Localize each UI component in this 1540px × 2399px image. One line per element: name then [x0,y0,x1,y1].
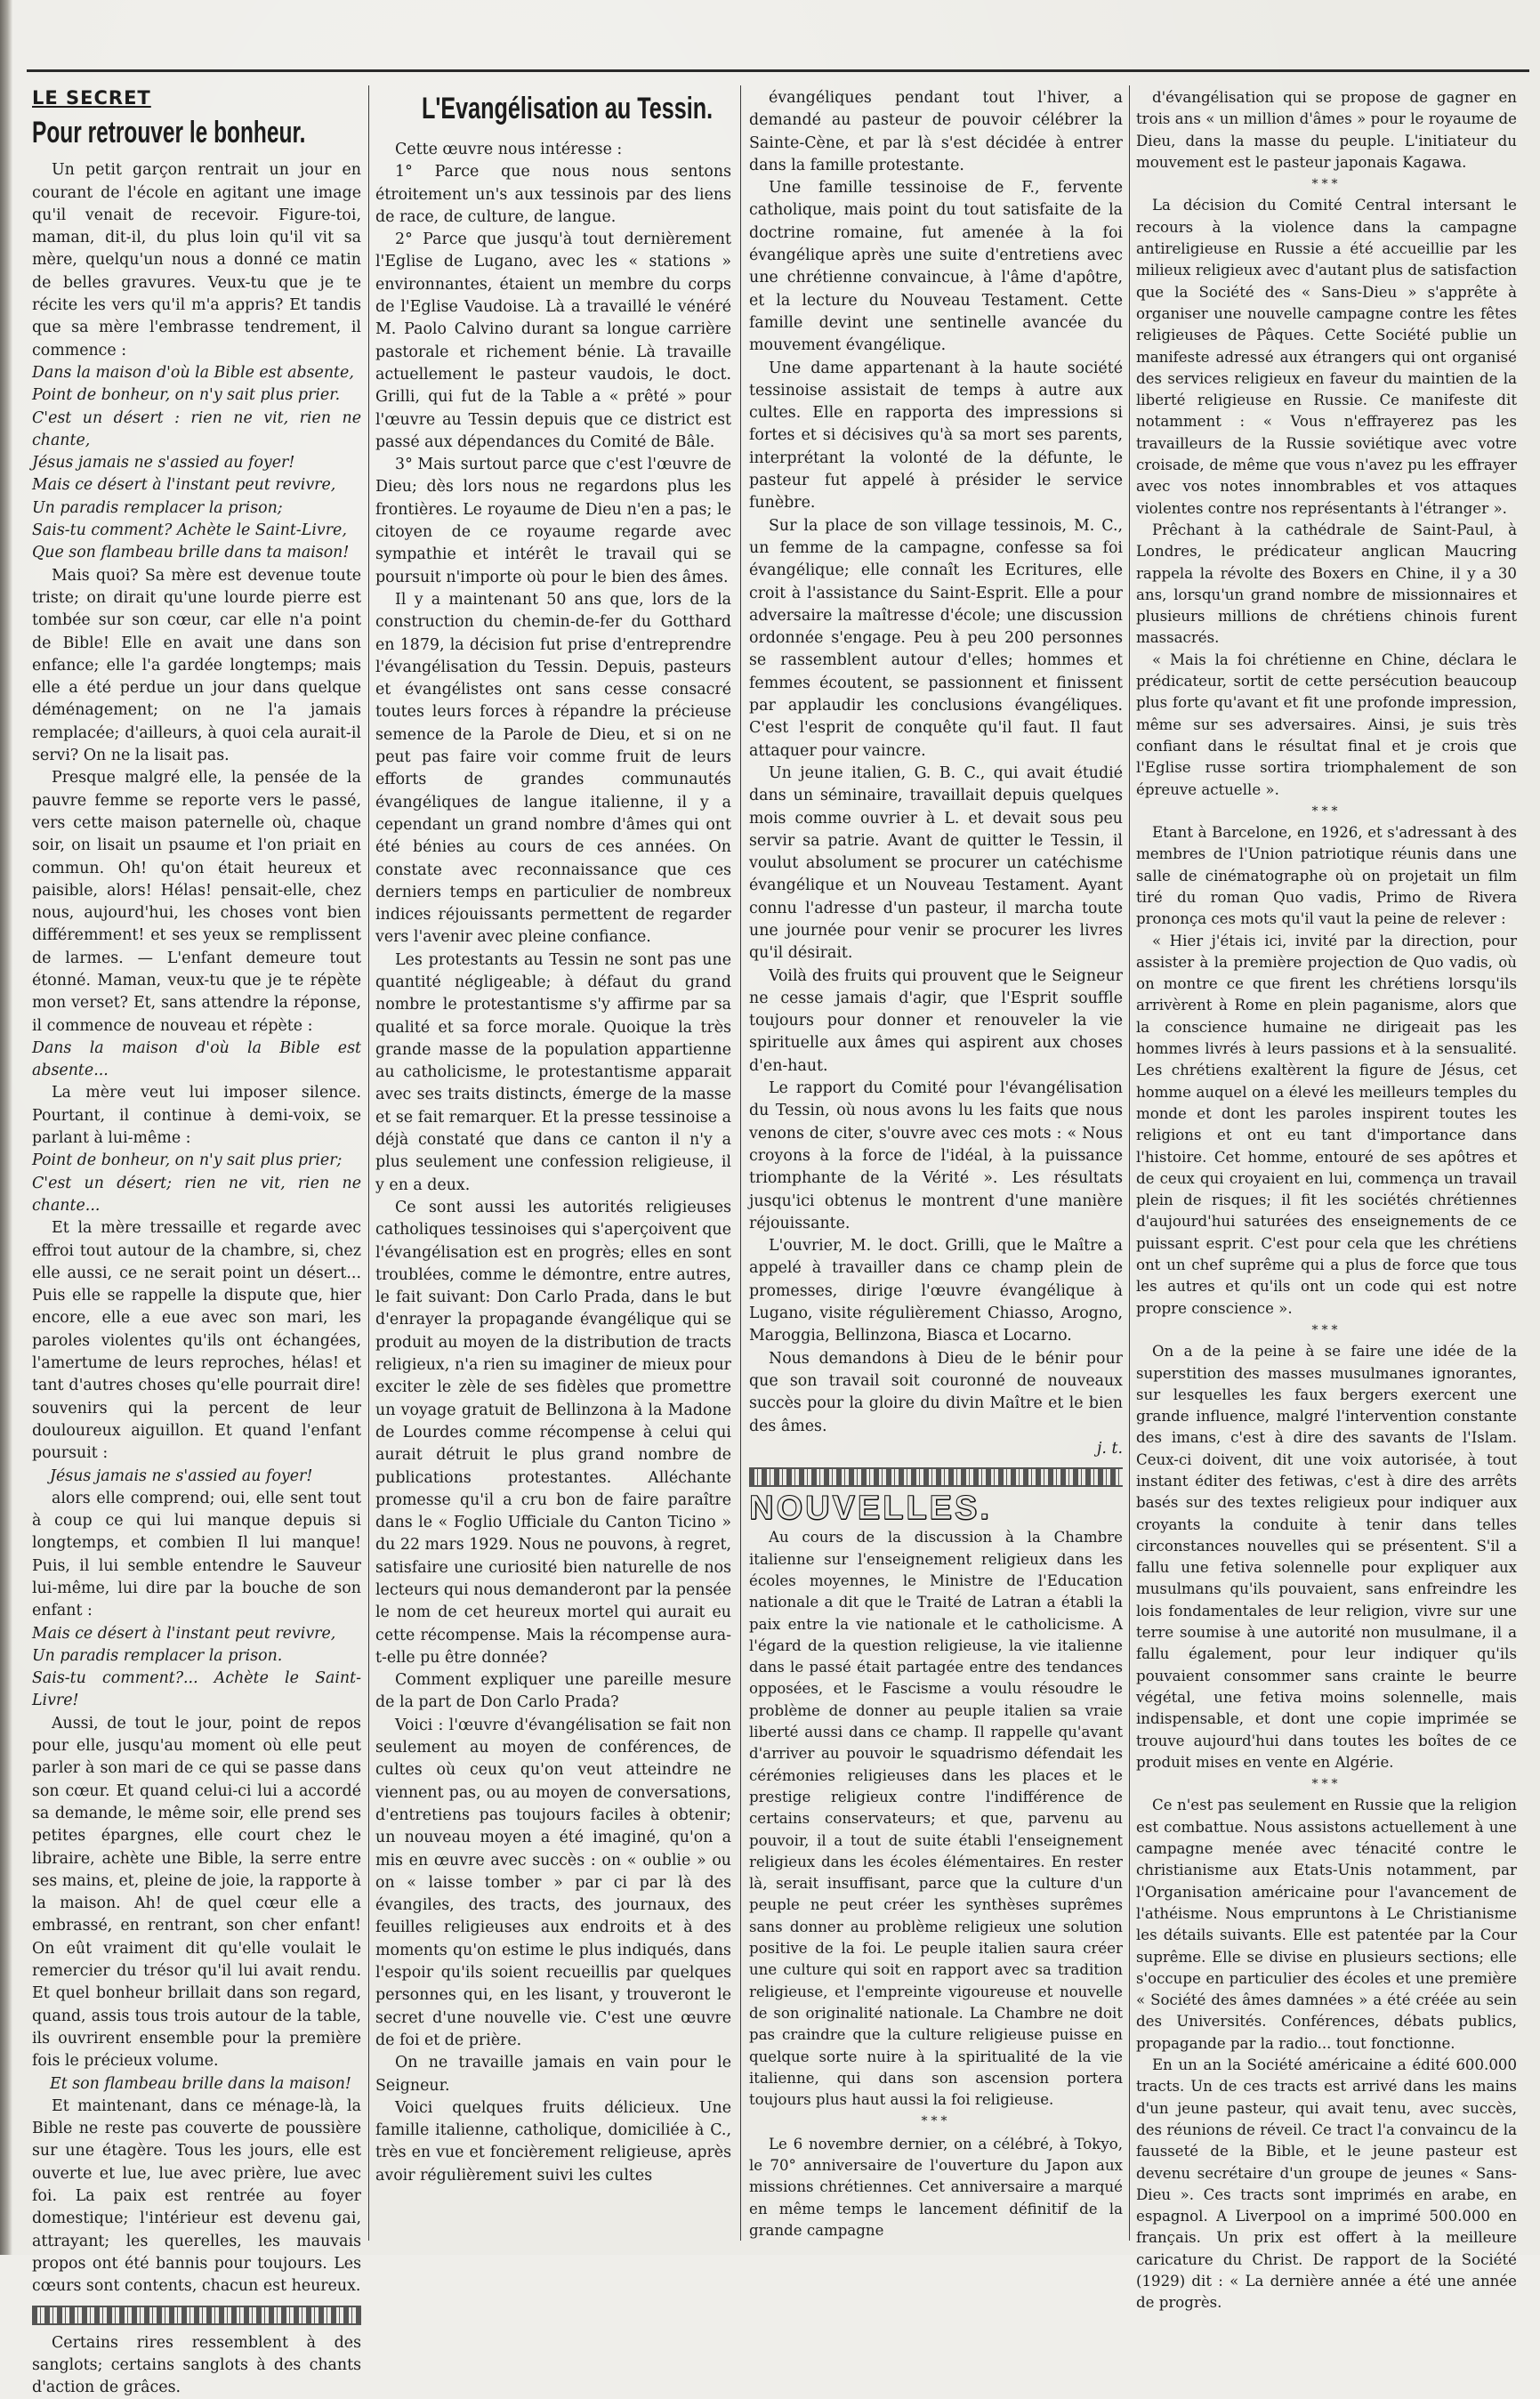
paragraph: Ce n'est pas seulement en Russie que la religion est combattue. Nous assistons actuellement à une campagne menée avec ténacité contre le christianisme aux Etats-Unis notamment, par l'Organisation américaine pour l'avancement de l'athéisme. Nous empruntons à Le Christianisme les détails suivants. Elle est patentée par la Cour suprême. Elle se divise en plusieurs sections; elle s'occupe en particulier des écoles et une première « Société des âmes damnées » a été créée au sein des Universités. Conférences, débats publics, propagande par la radio... tout fonctionne. [1136,1795,1517,2055]
paragraph: Etant à Barcelone, en 1926, et s'adressant à des membres de l'Union patriotique réunis dans une salle de cinématographe où on projetait un film tiré du roman Quo vadis, Primo de Rivera prononça ces mots qu'il vaut la peine de relever : [1136,822,1517,930]
paragraph: Il y a maintenant 50 ans que, lors de la construction du chemin-de-fer du Gotthard en 1879, la décision fut prise d'entreprendre l'évangélisation du Tessin. Depuis, pasteurs et évangélistes ont sans cesse consacré toutes leurs forces à répandre la précieuse semence de la Parole de Dieu, et si on ne peut pas faire voir comme fruit de leurs efforts de grandes communautés évangéliques de langue italienne, il y a cependant un grand nombre d'âmes qui ont été bénies au cours de ces années. On constate avec reconnaissance que ces derniers temps en particulier de nombreux indices réjouissants permettent de regarder vers l'avenir avec pleine confiance. [375,589,731,949]
column-1 [32,87,361,2237]
paragraph: 2° Parce que jusqu'à tout dernièrement l'Eglise de Lugano, avec les « stations » environnantes, étaient un membre du corps de l'Eglise Vaudoise. Là a travaillé le vénéré M. Paolo Calvino durant sa longue carrière pastorale et richement bénie. Là travaille actuellement le pasteur vaudois, le doct. Grilli, qui fut de la Table a « prêté » pour l'œuvre au Tessin depuis que ce district est passé aux dépendances du Comité de Bâle. [375,229,731,454]
verse-line: Jésus jamais ne s'assied au foyer! [32,1466,361,1488]
column-2 [375,87,731,2237]
verse-line: Mais ce désert à l'instant peut revivre, [32,474,361,497]
verse-line: Dans la maison d'où la Bible est absente, [32,362,361,384]
paragraph: 3° Mais surtout parce que c'est l'œuvre de Dieu; dès lors nous ne regardons plus les frontières. Le royaume de Dieu n'en a pas; le citoyen de ce royaume regarde avec sympathie et intérêt le travail qui se poursuit n'importe où pour le bien des âmes. [375,454,731,589]
section-separator: *** [1136,1773,1517,1795]
paragraph: En un an la Société américaine a édité 600.000 tracts. Un de ces tracts est arrivé dans les mains d'un jeune pasteur, qui avait tenu, avec succès, des réunions de réveil. Ce tract l'a convaincu de la fausseté de la Bible, et le jeune pasteur est devenu secrétaire d'un groupe de jeunes « Sans-Dieu ». Ces tracts sont imprimés en arabe, en espagnol. A Liverpool on a imprimé 500.000 en français. Un prix est offert à la meilleure caricature du Christ. De rapport de la Société (1929) dit : « La dernière année a été une année de progrès. [1136,2055,1517,2314]
paragraph: Cette œuvre nous intéresse : [375,139,731,161]
article-headline: Pour retrouver le bonheur. [32,115,269,150]
paragraph: Le rapport du Comité pour l'évangélisation du Tessin, où nous avons lu les faits que nous venons de citer, s'ouvre avec ces mots : « Nous croyons à la force de l'idéal, à la puissance triomphante de la Vérité ». Les résultats jusqu'ici obtenus le montrent d'une manière réjouissante. [749,1078,1123,1235]
verse-line: Jésus jamais ne s'assied au foyer! [32,452,361,474]
page-binding-edge [0,0,12,2255]
verse-line: Un paradis remplacer la prison; [32,497,361,520]
article-headline: L'Evangélisation au Tessin. [422,91,685,126]
paragraph: La mère veut lui imposer silence. Pourtant, il continue à demi-voix, se parlant à lui-même : [32,1082,361,1150]
paragraph: Comment expliquer une pareille mesure de la part de Don Carlo Prada? [375,1669,731,1715]
paragraph: Ce sont aussi les autorités religieuses catholiques tessinoises qui s'aperçoivent que l'évangélisation est en progrès; elles en sont troublées, comme le démontre, entre autres, le fait suivant: Don Carlo Prada, dans le but d'enrayer la propagande évangélique qui se produit au moyen de la distribution de tracts religieux, n'a rien su imaginer de mieux pour exciter le zèle de ses fidèles que promettre un voyage gratuit de Bellinzona à la Madone de Lourdes comme récompense à celui qui aurait détruit le plus grand nombre de publications protestantes. Alléchante promesse qu'il a cru bon de faire paraître dans le « Foglio Ufficiale du Canton Ticino » du 22 mars 1929. Nous ne pouvons, à regret, satisfaire une curiosité bien naturelle de nos lecteurs qui nous demanderont par la pensée le nom de cet heureux mortel qui aurait eu cette récompense. Mais la récompense aura-t-elle pu être donnée? [375,1197,731,1669]
paragraph: « Mais la foi chrétienne en Chine, déclara le prédicateur, sortit de cette persécution beaucoup plus forte qu'avant et fit une profonde impression, même sur ses adversaires. Ainsi, je suis très confiant dans le résultat final et je crois que l'Eglise russe sortira triomphalement de son épreuve actuelle ». [1136,650,1517,801]
verse-line: Point de bonheur, on n'y sait plus prier. [32,384,361,407]
paragraph: 1° Parce que nous nous sentons étroitement un's aux tessinois par des liens de race, de culture, de langue. [375,161,731,229]
column-3 [749,87,1123,2237]
section-separator: *** [1136,801,1517,822]
section-separator: *** [749,2111,1123,2133]
ornament-divider [32,2306,361,2325]
verse-line: C'est un désert : rien ne vit, rien ne chante, [32,408,361,453]
verse-line: C'est un désert; rien ne vit, rien ne chante... [32,1173,361,1218]
paragraph: Et maintenant, dans ce ménage-là, la Bible ne reste pas couverte de poussière sur une étagère. Tous les jours, elle est ouverte et lue, lue avec prière, lue avec foi. La paix est rentrée au foyer domestique; l'intérieur est devenu gai, attrayant; les querelles, les mauvais propos ont été bannis pour toujours. Les cœurs sont contents, chacun est heureux. [32,2096,361,2298]
paragraph: Un petit garçon rentrait un jour en courant de l'école en agitant une image qu'il venait de recevoir. Figure-toi, maman, dit-il, du plus loin qu'il vit sa mère, quelqu'un nous a donné ce matin de belles gravures. Veux-tu que je te récite les vers qu'il m'a appris? Et tandis que sa mère l'embrasse tendrement, il commence : [32,159,361,362]
paragraph: Aussi, de tout le jour, point de repos pour elle, jusqu'au moment où elle peut parler à son mari de ce qui se passe dans son cœur. Et quand celui-ci lui a accordé sa demande, le même soir, elle prend ses petites épargnes, elle court chez le libraire, achète une Bible, la serre entre ses mains, et, pleine de joie, la rapporte à la maison. Ah! de quel cœur elle a embrassé, en rentrant, son cher enfant! On eût vraiment dit qu'elle voulait le remercier du trésor qu'il lui avait rendu. Et quel bonheur brillait dans son regard, quand, assis tous trois autour de la table, ils ouvrirent ensemble pour la première fois le précieux volume. [32,1713,361,2073]
paragraph: d'évangélisation qui se propose de gagner en trois ans « un million d'âmes » pour le royaume de Dieu, dans la masse du peuple. L'initiateur du mouvement est le pasteur japonais Kagawa. [1136,87,1517,174]
paragraph: Au cours de la discussion à la Chambre italienne sur l'enseignement religieux dans les écoles moyennes, le Ministre de l'Education nationale a dit que le Traité de Latran a établi la paix entre la vie nationale et le catholicisme. A l'égard de la question religieuse, la vie italienne dans le passé était partagée entre des tendances opposées, et le Fascisme a voulu résoudre le problème de donner au peuple italien sa vraie liberté aussi dans ce champ. Il rappelle qu'avant d'arriver au pouvoir le squadrismo défendait les cérémonies religieuses dans les places et le prestige religieux contre l'indifférence de certains conservateurs; et que, parvenu au pouvoir, il a tout de suite établi l'enseignement religieux dans les écoles élémentaires. En rester là, serait insuffisant, parce que la culture d'un peuple ne peut créer les synthèses suprêmes sans donner au problème religieux une solution positive de la foi. Le peuple italien saura créer une culture qui soit en rapport avec sa tradition religieuse, et l'empreinte vigoureuse et nouvelle de son originalité nationale. La Chambre ne doit pas craindre que la culture religieuse puisse en quelque sorte nuire à la spiritualité de la vie italienne, qui dans son ascension portera toujours plus haut aussi la foi religieuse. [749,1527,1123,2111]
paragraph: Prêchant à la cathédrale de Saint-Paul, à Londres, le prédicateur anglican Maucring rappela la révolte des Boxers en Chine, il y a 30 ans, lorsqu'un grand nombre de missionnaires et plusieurs millions de chrétiens chinois furent massacrés. [1136,520,1517,650]
paragraph: Et la mère tressaille et regarde avec effroi tout autour de la chambre, si, chez elle aussi, ce ne serait point un désert... Puis elle se rappelle la dispute que, hier encore, elle a eue avec son mari, les paroles violentes qu'ils ont échangées, l'amertume de leurs reproches, hélas! et tant d'autres choses qu'elle pourrait dire! souvenirs qui la percent de leur douloureux aiguillon. Et quand l'enfant poursuit : [32,1217,361,1465]
column-4 [1136,87,1517,2237]
verse-line: Sais-tu comment?... Achète le Saint-Livre! [32,1668,361,1713]
verse-line: Sais-tu comment? Achète le Saint-Livre, [32,520,361,542]
paragraph: On ne travaille jamais en vain pour le Seigneur. [375,2052,731,2097]
section-separator: *** [1136,174,1517,195]
paragraph: L'ouvrier, M. le doct. Grilli, que le Maître a appelé à travailler dans ce champ plein de promesses, dirige l'œuvre évangélique à Lugano, visite régulièrement Chiasso, Arogno, Maroggia, Bellinzona, Biasca et Locarno. [749,1235,1123,1347]
paragraph: Voici quelques fruits délicieux. Une famille italienne, catholique, domiciliée à C., très en vue et foncièrement religieuse, après avoir régulièrement suivi les cultes [375,2097,731,2187]
paragraph: Presque malgré elle, la pensée de la pauvre femme se reporte vers le passé, vers cette maison paternelle où, chaque soir, on lisait un psaume et l'on priait en commun. Oh! qu'on était heureux et paisible, alors! Hélas! pensait-elle, chez nous, aujourd'hui, les choses vont bien différemment! et ses yeux se remplissent de larmes. — L'enfant demeure tout étonné. Maman, veux-tu que je te répète mon verset? Et, sans attendre la réponse, il commence de nouveau et répète : [32,767,361,1038]
column-divider [368,85,369,2241]
paragraph: Sur la place de son village tessinois, M. C., un femme de la campagne, confesse sa foi évangélique; elle connaît les Ecritures, elle croit à l'assistance du Saint-Esprit. Elle a pour adversaire la maîtresse d'école; une discussion ordonnée s'engage. Peu à peu 200 personnes se rassemblent autour d'elles; hommes et femmes écoutent, se passionnent et finissent par applaudir les conclusions évangéliques. C'est l'esprit de conquête qu'il faut. Il faut attaquer pour vaincre. [749,515,1123,763]
verse-line: Que son flambeau brille dans ta maison! [32,542,361,564]
paragraph: La décision du Comité Central intersant le recours à la violence dans la campagne antireligieuse en Russie a été accueillie par les milieux religieux avec d'autant plus de satisfaction que la Société des « Sans-Dieu » s'apprête à organiser une nouvelle campagne contre les fêtes religieuses de Pâques. Cette Société publie un manifeste adressé aux étrangers qui ont organisé des services religieux en faveur du maintien de la liberté religieuse en Russie. Ce manifeste dit notamment : « Vous n'effrayerez pas les travailleurs de la Russie soviétique avec votre croisade, de même que vous n'avez pu les effrayer avec vos notes innombrables et vos attaques violentes contre nos représentants à l'étranger ». [1136,195,1517,519]
verse-line: Et son flambeau brille dans la maison! [32,2073,361,2096]
author-signature: j. t. [749,1438,1123,1460]
paragraph: Une famille tessinoise de F., fervente catholique, mais point du tout satisfaite de la doctrine romaine, fut amenée à la foi évangélique après une suite d'entretiens avec une chrétienne convaincue, à l'âme d'apôtre, et la lecture du Nouveau Testament. Cette famille devint une sentinelle avancée du mouvement évangélique. [749,177,1123,357]
paragraph: Les protestants au Tessin ne sont pas une quantité négligeable; à défaut du grand nombre le protestantisme s'y affirme par sa qualité et sa force morale. Quoique la très grande masse de la population appartienne au catholicisme, le protestantisme apparait avec ses traits distincts, émerge de la masse et se fait remarquer. Et la presse tessinoise a déjà constaté que dans ce canton il n'y a plus seulement une confession religieuse, il y en a deux. [375,949,731,1197]
top-rule [27,69,1529,72]
column-divider [740,85,741,2241]
paragraph: Le 6 novembre dernier, on a célébré, à Tokyo, le 70° anniversaire de l'ouverture du Japon aux missions chrétiennes. Cet anniversaire a marqué en même temps le lancement définitif de la grande campagne [749,2134,1123,2241]
paragraph: évangéliques pendant tout l'hiver, a demandé au pasteur de pouvoir célébrer la Sainte-Cène, et par là s'est décidée à entrer dans la famille protestante. [749,87,1123,177]
paragraph: Nous demandons à Dieu de le bénir pour que son travail soit couronné de nouveaux succès pour la gloire du divin Maître et le bien des âmes. [749,1348,1123,1438]
section-title: NOUVELLES. [749,1498,1123,1520]
paragraph: On a de la peine à se faire une idée de la superstition des masses musulmanes ignorantes, sur lesquelles les faux bergers exercent une grande influence, malgré l'intervention constante des imans, c'est à dire des savants de l'Islam. Ceux-ci doivent, dit une voix autorisée, à tout instant éditer des fetiwas, c'est à dire des arrêts basés sur des textes religieux pour indiquer aux croyants la conduite à tenir dans telles circonstances nouvelles qui se présentent. S'il a fallu une fetiva solennelle pour expliquer aux musulmans qu'ils pouvaient, sans enfreindre les lois fondamentales de leur religion, vivre sur une terre soumise à une autorité non musulmane, il a fallu également, pour leur indiquer qu'ils pouvaient consommer sans crainte le beurre végétal, une fetiva moins solennelle, mais indispensable, et dont une copie imprimée se trouve aujourd'hui dans toutes les boîtes de ce produit mises en vente en Algérie. [1136,1341,1517,1773]
paragraph: Voici : l'œuvre d'évangélisation se fait non seulement au moyen de conférences, de cultes où ceux qu'on veut atteindre ne viennent pas, ou au moyen de conversations, d'entretiens pas toujours faciles à obtenir; un nouveau moyen a été imaginé, qu'on a mis en œuvre avec succès : on « oublie » ou on « laisse tomber » par ci par là des évangiles, des tracts, des journaux, des feuilles religieuses aux endroits et à des moments qu'on estime le plus indiqués, dans l'espoir qu'ils soient recueillis par quelques personnes qui, en les lisant, y trouveront le secret d'une nouvelle vie. C'est une œuvre de foi et de prière. [375,1715,731,2052]
section-separator: *** [1136,1320,1517,1341]
paragraph: Un jeune italien, G. B. C., qui avait étudié dans un séminaire, travaillait depuis quelques mois comme ouvrier à L. et devait sous peu servir sa patrie. Avant de quitter le Tessin, il voulut absolument se procurer un catéchisme évangélique et un Nouveau Testament. Ayant connu l'adresse d'un pasteur, il marcha toute une journée pour venir se procurer les livres qu'il désirait. [749,763,1123,965]
verse-line: Un paradis remplacer la prison. [32,1645,361,1668]
paragraph: Mais quoi? Sa mère est devenue toute triste; on dirait qu'une lourde pierre est tombée sur son cœur, car elle n'a point de Bible! Elle en avait une dans son enfance; elle l'a gardée longtemps; mais elle a été perdue un jour dans quelque déménagement; on ne l'a jamais remplacée; d'ailleurs, à quoi cela aurait-il servi? On ne la lisait pas. [32,565,361,768]
ornament-divider [749,1467,1123,1487]
paragraph: « Hier j'étais ici, invité par la direction, pour assister à la première projection de Quo vadis, où on montre ce que firent les chrétiens lorsqu'ils arrivèrent à Rome en plein paganisme, alors que la conscience humaine ne dirigeait pas les hommes livrés à leurs passions et à la sensualité. Les chrétiens exaltèrent la figure de Jésus, cet homme auquel on a élevé les meilleurs temples du monde et dont les paroles inspirent toutes les religions et ont eu tant d'importance dans l'histoire. Cet homme, entouré de ses apôtres et de ceux qui croyaient en lui, commença un travail plein de risques; il fit les sociétés chrétiennes d'aujourd'hui saturées des enseignements de ce puissant esprit. C'est pour cela que les chrétiens ont un chef suprême qui a plus de force que tous les autres et qu'ils ont un code qui est notre propre conscience ». [1136,931,1517,1320]
article-kicker: LE SECRET [32,87,361,109]
verse-line: Point de bonheur, on n'y sait plus prier; [32,1150,361,1172]
paragraph: Certains rires ressemblent à des sanglots; certains sanglots à des chants d'action de grâces. [32,2332,361,2399]
verse-line: Mais ce désert à l'instant peut revivre, [32,1623,361,1645]
verse-line: Dans la maison d'où la Bible est absente... [32,1038,361,1083]
column-divider [1129,85,1130,2241]
paragraph: Une dame appartenant à la haute société tessinoise assistait de temps à autre aux cultes. Elle en rapporta des impressions si fortes et si décisives qu'à sa mort ses parents, interprétant la volonté de la défunte, le pasteur fut appelé à présider le service funèbre. [749,358,1123,515]
paragraph: Voilà des fruits qui prouvent que le Seigneur ne cesse jamais d'agir, que l'Esprit souffle toujours pour donner et renouveler la vie spirituelle aux âmes qui aspirent aux choses d'en-haut. [749,965,1123,1078]
paragraph: alors elle comprend; oui, elle sent tout à coup ce qui lui manque depuis si longtemps, et combien Il lui manque! Puis, il lui semble entendre le Sauveur lui-même, lui dire par la bouche de son enfant : [32,1488,361,1623]
